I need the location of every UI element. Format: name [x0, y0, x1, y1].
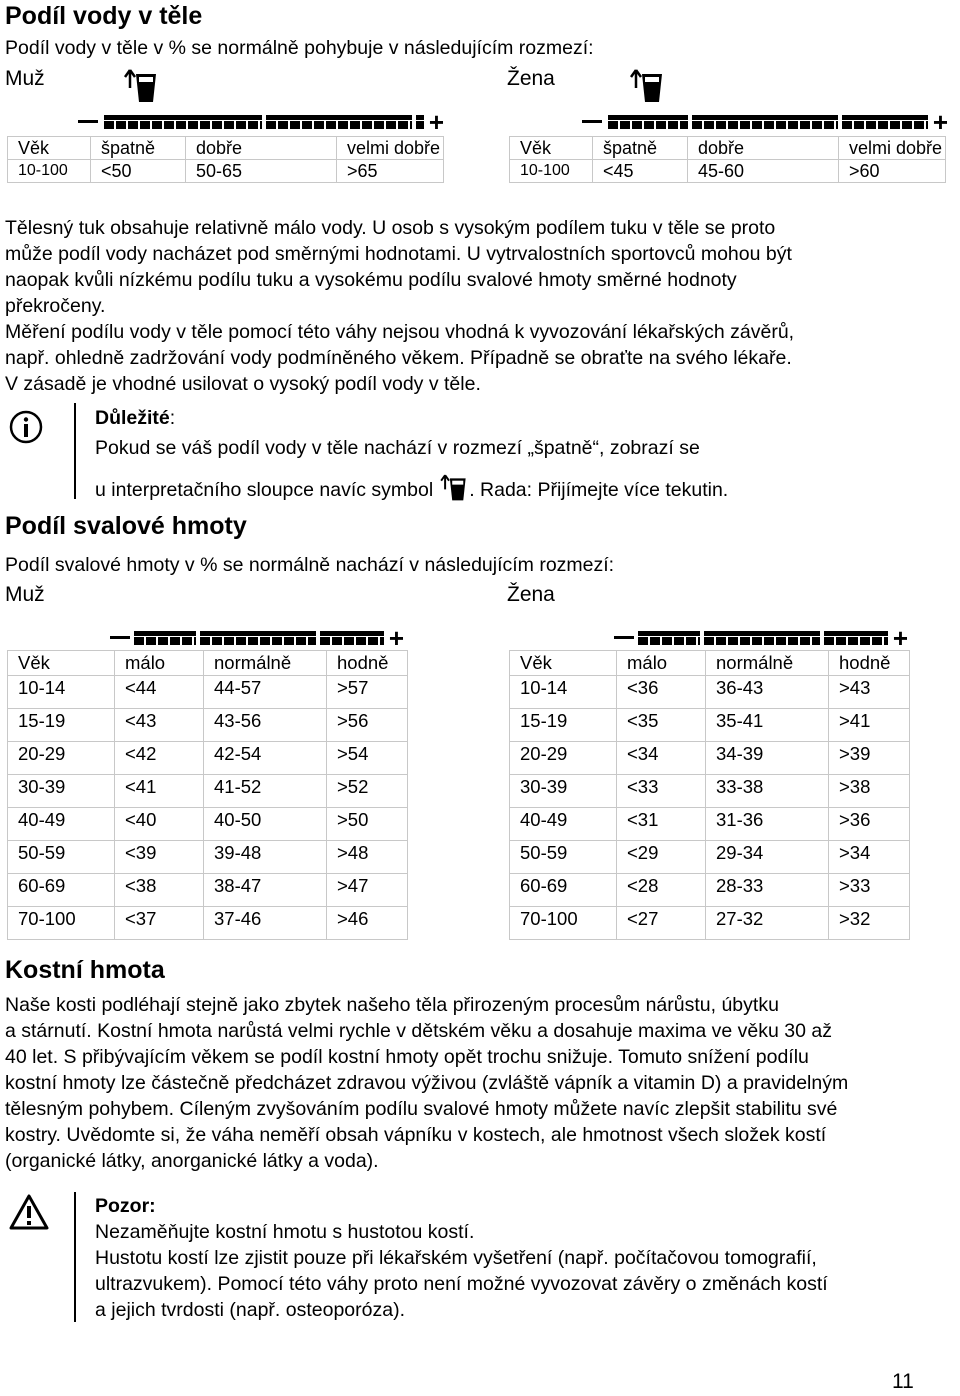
- table-cell: 10-100: [8, 160, 91, 183]
- water-glass-arrow-icon: [628, 66, 664, 104]
- table-cell: >65: [337, 160, 444, 183]
- table-cell: >52: [327, 775, 408, 808]
- table-cell: 43-56: [204, 709, 327, 742]
- table-cell: <36: [617, 676, 706, 709]
- water-section-title: Podíl vody v těle: [5, 2, 203, 30]
- table-cell: 50-65: [186, 160, 337, 183]
- table-header-cell: špatně: [91, 137, 186, 160]
- table-row: [8, 160, 444, 183]
- table-cell: 40-50: [204, 808, 327, 841]
- water-female-label: Žena: [507, 67, 555, 90]
- table-row: [510, 874, 910, 907]
- table-header-cell: špatně: [593, 137, 688, 160]
- table-row: [8, 742, 408, 775]
- table-header-row: [8, 651, 408, 676]
- bone-paragraph-line: tělesným pohybem. Cíleným zvyšováním podílu svalové hmoty můžete navíc zlepšit stabilitu své: [5, 1098, 838, 1120]
- table-cell: <42: [115, 742, 204, 775]
- table-cell: >57: [327, 676, 408, 709]
- table-header-cell: málo: [115, 651, 204, 676]
- table-cell: <31: [617, 808, 706, 841]
- water-glass-arrow-icon: [437, 472, 469, 502]
- table-cell: >48: [327, 841, 408, 874]
- table-row: [510, 907, 910, 940]
- table-header-cell: málo: [617, 651, 706, 676]
- table-header-row: [510, 651, 910, 676]
- table-cell: 15-19: [8, 709, 115, 742]
- table-cell: >38: [829, 775, 910, 808]
- table-row: [510, 841, 910, 874]
- warning-divider: [74, 1192, 76, 1322]
- table-cell: 33-38: [706, 775, 829, 808]
- table-row: [510, 709, 910, 742]
- bone-paragraph-line: kostry. Uvědomte si, že váha neměří obsah vápníku v kostech, ale hmotnost všech složek kostí: [5, 1124, 827, 1146]
- table-cell: 40-49: [8, 808, 115, 841]
- table-cell: 37-46: [204, 907, 327, 940]
- table-cell: >34: [829, 841, 910, 874]
- table-header-row: [510, 137, 946, 160]
- table-cell: >50: [327, 808, 408, 841]
- water-paragraph-line: může podíl vody nacházet pod směrnými hodnotami. U vytrvalostních sportovců mohou být: [5, 243, 792, 265]
- table-cell: 60-69: [8, 874, 115, 907]
- table-cell: 39-48: [204, 841, 327, 874]
- muscle-section-title: Podíl svalové hmoty: [5, 512, 247, 540]
- table-header-cell: Věk: [510, 651, 617, 676]
- table-cell: <50: [91, 160, 186, 183]
- water-paragraph-line: naopak kvůli nízkému podílu tuku a vysokému podílu svalové hmoty směrné hodnoty: [5, 269, 737, 291]
- table-header-cell: hodně: [327, 651, 408, 676]
- table-cell: 35-41: [706, 709, 829, 742]
- table-cell: <29: [617, 841, 706, 874]
- note-line: Pokud se váš podíl vody v těle nachází v rozmezí „špatně“, zobrazí se: [95, 437, 700, 459]
- table-cell: <44: [115, 676, 204, 709]
- page-number: 11: [892, 1370, 914, 1393]
- water-glass-arrow-icon: [122, 66, 158, 104]
- water-male-scale-bar: +: [78, 115, 444, 129]
- table-cell: <43: [115, 709, 204, 742]
- table-cell: <41: [115, 775, 204, 808]
- warning-line: ultrazvukem). Pomocí této váhy proto není možné vyvozovat závěry o změnách kostí: [95, 1273, 828, 1295]
- table-cell: 44-57: [204, 676, 327, 709]
- table-header-cell: normálně: [706, 651, 829, 676]
- warning-line: a jejich tvrdosti (např. osteoporóza).: [95, 1299, 405, 1321]
- table-cell: <38: [115, 874, 204, 907]
- muscle-female-scale-bar: +: [614, 631, 908, 645]
- table-cell: <45: [593, 160, 688, 183]
- water-male-table: [7, 136, 444, 183]
- table-cell: >47: [327, 874, 408, 907]
- table-row: [8, 709, 408, 742]
- table-cell: 20-29: [8, 742, 115, 775]
- table-cell: <35: [617, 709, 706, 742]
- info-icon: [9, 410, 43, 444]
- muscle-male-scale-bar: +: [110, 631, 404, 645]
- water-paragraph-line: Měření podílu vody v těle pomocí této váhy nejsou vhodná k vyvozování lékařských závěrů,: [5, 321, 795, 343]
- bone-section-title: Kostní hmota: [5, 956, 165, 984]
- table-row: [8, 874, 408, 907]
- table-row: [510, 808, 910, 841]
- table-row: [510, 775, 910, 808]
- table-header-cell: normálně: [204, 651, 327, 676]
- muscle-male-label: Muž: [5, 583, 45, 606]
- table-cell: 60-69: [510, 874, 617, 907]
- muscle-female-table: [509, 650, 910, 940]
- table-row: [8, 676, 408, 709]
- table-cell: >43: [829, 676, 910, 709]
- table-cell: 15-19: [510, 709, 617, 742]
- table-row: [8, 907, 408, 940]
- table-cell: >33: [829, 874, 910, 907]
- table-cell: >36: [829, 808, 910, 841]
- water-female-table: [509, 136, 946, 183]
- bone-paragraph-line: kostní hmoty lze částečně předcházet zdravou výživou (zvláště vápník a vitamin D) a pravidelným: [5, 1072, 849, 1094]
- table-cell: 50-59: [510, 841, 617, 874]
- table-cell: 28-33: [706, 874, 829, 907]
- table-row: [510, 160, 946, 183]
- table-cell: 45-60: [688, 160, 839, 183]
- table-cell: 10-14: [8, 676, 115, 709]
- table-cell: 30-39: [8, 775, 115, 808]
- warning-heading: Pozor:: [95, 1195, 156, 1217]
- water-intro: Podíl vody v těle v % se normálně pohybuje v následujícím rozmezí:: [5, 37, 594, 59]
- water-female-scale-bar: +: [582, 115, 948, 129]
- table-cell: <34: [617, 742, 706, 775]
- table-cell: <33: [617, 775, 706, 808]
- muscle-male-table: [7, 650, 408, 940]
- table-cell: 34-39: [706, 742, 829, 775]
- table-cell: 38-47: [204, 874, 327, 907]
- table-cell: >54: [327, 742, 408, 775]
- table-cell: 40-49: [510, 808, 617, 841]
- water-paragraph-line: V zásadě je vhodné usilovat o vysoký podíl vody v těle.: [5, 373, 481, 395]
- table-cell: 50-59: [8, 841, 115, 874]
- table-cell: >46: [327, 907, 408, 940]
- note-line: u interpretačního sloupce navíc symbol . Rada: Přijímejte více tekutin.: [95, 472, 728, 503]
- table-cell: >32: [829, 907, 910, 940]
- table-cell: 10-100: [510, 160, 593, 183]
- warning-icon: [8, 1193, 50, 1231]
- table-header-cell: hodně: [829, 651, 910, 676]
- table-header-row: [8, 137, 444, 160]
- table-header-cell: dobře: [688, 137, 839, 160]
- warning-line: Nezaměňujte kostní hmotu s hustotou kostí.: [95, 1221, 475, 1243]
- table-cell: 10-14: [510, 676, 617, 709]
- water-male-label: Muž: [5, 67, 45, 90]
- table-cell: <39: [115, 841, 204, 874]
- bone-paragraph-line: (organické látky, anorganické látky a voda).: [5, 1150, 379, 1172]
- table-header-cell: Věk: [8, 137, 91, 160]
- table-cell: 70-100: [510, 907, 617, 940]
- water-paragraph-line: Tělesný tuk obsahuje relativně málo vody. U osob s vysokým podílem tuku v těle se proto: [5, 217, 776, 239]
- table-cell: >39: [829, 742, 910, 775]
- table-cell: <28: [617, 874, 706, 907]
- table-cell: <37: [115, 907, 204, 940]
- table-cell: 27-32: [706, 907, 829, 940]
- table-row: [8, 808, 408, 841]
- table-cell: >56: [327, 709, 408, 742]
- muscle-female-label: Žena: [507, 583, 555, 606]
- table-cell: 30-39: [510, 775, 617, 808]
- table-cell: 20-29: [510, 742, 617, 775]
- table-cell: 36-43: [706, 676, 829, 709]
- table-header-cell: velmi dobře: [337, 137, 444, 160]
- table-row: [510, 742, 910, 775]
- table-header-cell: Věk: [510, 137, 593, 160]
- table-cell: 31-36: [706, 808, 829, 841]
- table-cell: <40: [115, 808, 204, 841]
- water-paragraph-line: překročeny.: [5, 295, 106, 317]
- table-cell: >41: [829, 709, 910, 742]
- muscle-intro: Podíl svalové hmoty v % se normálně nachází v následujícím rozmezí:: [5, 554, 615, 576]
- table-row: [8, 775, 408, 808]
- table-header-cell: velmi dobře: [839, 137, 946, 160]
- table-row: [8, 841, 408, 874]
- bone-paragraph-line: a stárnutí. Kostní hmota narůstá velmi rychle v dětském věku a dosahuje maxima ve věku 30 až: [5, 1020, 832, 1042]
- table-cell: <27: [617, 907, 706, 940]
- table-header-cell: dobře: [186, 137, 337, 160]
- bone-paragraph-line: 40 let. S přibývajícím věkem se podíl kostní hmoty opět trochu snižuje. Tomuto snížení podílu: [5, 1046, 809, 1068]
- table-header-cell: Věk: [8, 651, 115, 676]
- table-cell: 70-100: [8, 907, 115, 940]
- water-paragraph-line: např. ohledně zadržování vody podmíněného věkem. Případně se obraťte na svého lékaře.: [5, 347, 792, 369]
- table-cell: 29-34: [706, 841, 829, 874]
- table-cell: 41-52: [204, 775, 327, 808]
- table-row: [510, 676, 910, 709]
- note-heading: Důležité:: [95, 407, 176, 429]
- bone-paragraph-line: Naše kosti podléhají stejně jako zbytek našeho těla přirozeným procesům nárůstu, úbytku: [5, 994, 779, 1016]
- note-divider: [74, 403, 76, 499]
- warning-line: Hustotu kostí lze zjistit pouze při lékařském vyšetření (např. počítačovou tomografií,: [95, 1247, 817, 1269]
- table-cell: >60: [839, 160, 946, 183]
- table-cell: 42-54: [204, 742, 327, 775]
